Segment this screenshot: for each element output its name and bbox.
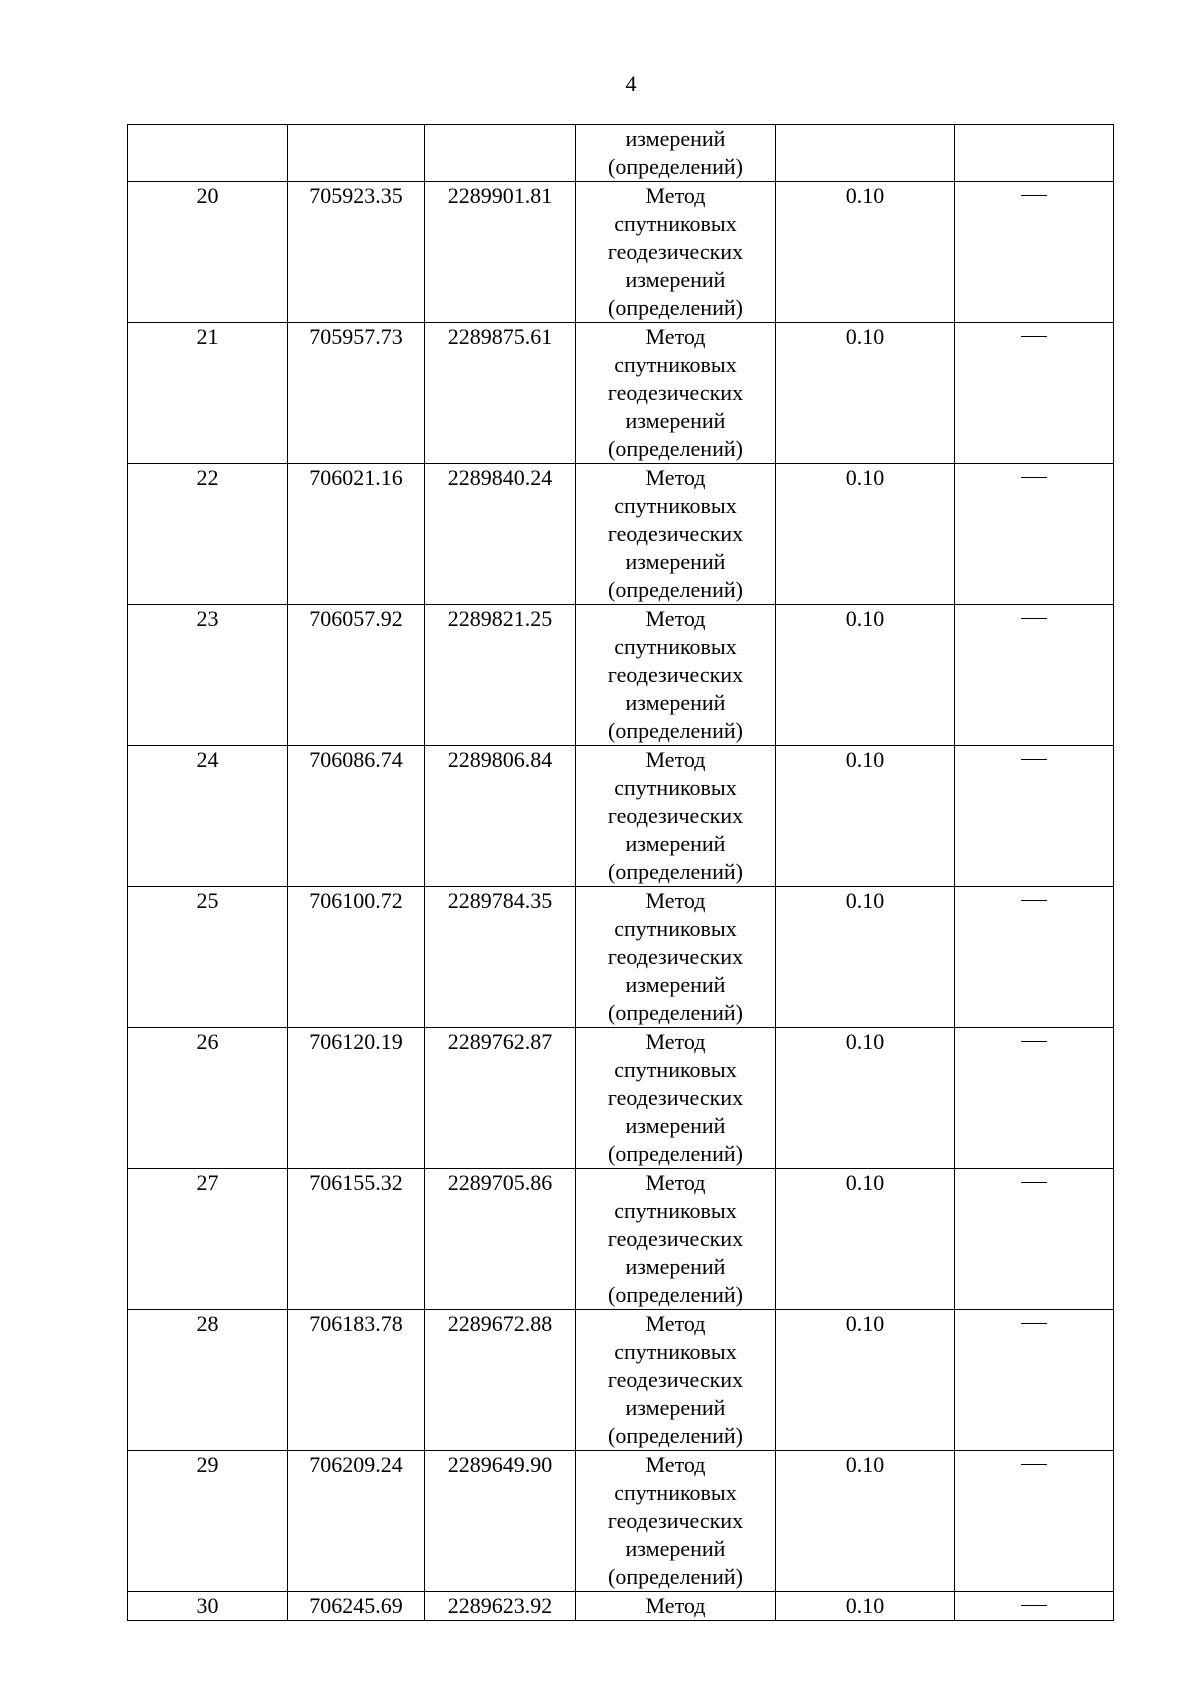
method-cell <box>576 746 776 887</box>
method-line: Метод <box>645 324 706 349</box>
x-coordinate-cell: 706100.72 <box>288 887 425 1028</box>
method-line: (определений) <box>608 718 743 743</box>
method-line: Метод <box>645 747 706 772</box>
method-line: геодезических <box>607 944 744 969</box>
x-coordinate-cell: 706183.78 <box>288 1310 425 1451</box>
method-line: измерений <box>625 831 726 856</box>
method-cell <box>576 1169 776 1310</box>
method-line: (определений) <box>608 577 743 602</box>
y-coordinate-cell: 2289875.61 <box>425 323 576 464</box>
method-line: спутниковых <box>614 211 737 236</box>
method-line: измерений <box>625 126 726 151</box>
method-cell <box>576 605 776 746</box>
accuracy-cell: 0.10 <box>776 1310 955 1451</box>
method-line: (определений) <box>608 1141 743 1166</box>
note-cell <box>955 1592 1114 1621</box>
table-row <box>128 887 1114 1028</box>
y-coordinate-cell: 2289762.87 <box>425 1028 576 1169</box>
point-number-cell: 23 <box>128 605 288 746</box>
method-line: измерений <box>625 1254 726 1279</box>
accuracy-cell: 0.10 <box>776 1028 955 1169</box>
accuracy-cell: 0.10 <box>776 323 955 464</box>
point-number-cell: 30 <box>128 1592 288 1621</box>
accuracy-cell: 0.10 <box>776 887 955 1028</box>
method-line: (определений) <box>608 295 743 320</box>
point-number-cell: 26 <box>128 1028 288 1169</box>
table-row <box>128 1028 1114 1169</box>
y-coordinate-cell: 2289806.84 <box>425 746 576 887</box>
point-number-cell: 21 <box>128 323 288 464</box>
x-coordinate-cell: 706021.16 <box>288 464 425 605</box>
method-line: спутниковых <box>614 493 737 518</box>
method-cell <box>576 323 776 464</box>
coordinates-table <box>127 124 1114 1621</box>
method-line: Метод <box>645 606 706 631</box>
method-line: спутниковых <box>614 916 737 941</box>
point-number-cell: 22 <box>128 464 288 605</box>
method-line: спутниковых <box>614 775 737 800</box>
table-row <box>128 1169 1114 1310</box>
method-line: Метод <box>645 1029 706 1054</box>
note-cell <box>955 182 1114 323</box>
method-line: геодезических <box>607 1085 744 1110</box>
accuracy-cell: 0.10 <box>776 605 955 746</box>
table-row <box>128 1451 1114 1592</box>
method-line: геодезических <box>607 803 744 828</box>
method-line: геодезических <box>607 1367 744 1392</box>
method-line: (определений) <box>608 1564 743 1589</box>
y-coordinate-cell: 2289672.88 <box>425 1310 576 1451</box>
page-number: 4 <box>625 71 637 96</box>
x-coordinate-cell: 706209.24 <box>288 1451 425 1592</box>
dash-mark <box>1021 618 1047 619</box>
dash-mark <box>1021 900 1047 901</box>
method-cell <box>576 1028 776 1169</box>
method-line: (определений) <box>608 859 743 884</box>
table-row <box>128 182 1114 323</box>
method-line: измерений <box>625 549 726 574</box>
table-row <box>128 323 1114 464</box>
table-row-continued <box>128 125 1114 182</box>
method-line: измерений <box>625 972 726 997</box>
dash-mark <box>1021 336 1047 337</box>
method-line: измерений <box>625 1536 726 1561</box>
method-line: геодезических <box>607 1508 744 1533</box>
accuracy-cell: 0.10 <box>776 1169 955 1310</box>
x-coordinate-cell: 705957.73 <box>288 323 425 464</box>
accuracy-cell: 0.10 <box>776 746 955 887</box>
x-coordinate-cell: 706086.74 <box>288 746 425 887</box>
y-coordinate-cell: 2289901.81 <box>425 182 576 323</box>
method-line: спутниковых <box>614 634 737 659</box>
dash-mark <box>1021 1605 1047 1606</box>
note-cell <box>955 605 1114 746</box>
method-line: измерений <box>625 267 726 292</box>
dash-mark <box>1021 1323 1047 1324</box>
point-number-cell: 24 <box>128 746 288 887</box>
table-row <box>128 746 1114 887</box>
method-line: (определений) <box>608 154 743 179</box>
y-coordinate-cell: 2289649.90 <box>425 1451 576 1592</box>
method-line: Метод <box>645 1452 706 1477</box>
y-coordinate-cell: 2289623.92 <box>425 1592 576 1621</box>
x-coordinate-cell: 706245.69 <box>288 1592 425 1621</box>
method-line: Метод <box>645 1311 706 1336</box>
dash-mark <box>1021 1041 1047 1042</box>
method-line: Метод <box>645 888 706 913</box>
accuracy-cell: 0.10 <box>776 1592 955 1621</box>
point-number-cell: 20 <box>128 182 288 323</box>
method-line: Метод <box>645 1593 706 1618</box>
x-coordinate-cell: 705923.35 <box>288 182 425 323</box>
dash-mark <box>1021 195 1047 196</box>
accuracy-cell: 0.10 <box>776 1451 955 1592</box>
method-cell <box>576 887 776 1028</box>
table-row <box>128 464 1114 605</box>
note-cell <box>955 1169 1114 1310</box>
dash-mark <box>1021 477 1047 478</box>
note-cell <box>955 323 1114 464</box>
method-line: измерений <box>625 408 726 433</box>
method-line: Метод <box>645 465 706 490</box>
method-line: спутниковых <box>614 1198 737 1223</box>
y-coordinate-cell: 2289705.86 <box>425 1169 576 1310</box>
method-line: геодезических <box>607 239 744 264</box>
method-cell <box>576 1592 776 1621</box>
note-cell <box>955 1310 1114 1451</box>
point-number-cell: 28 <box>128 1310 288 1451</box>
method-line: Метод <box>645 1170 706 1195</box>
point-number-cell: 27 <box>128 1169 288 1310</box>
method-line: измерений <box>625 1113 726 1138</box>
method-cell <box>576 1451 776 1592</box>
dash-mark <box>1021 759 1047 760</box>
method-line: геодезических <box>607 662 744 687</box>
method-line: (определений) <box>608 1282 743 1307</box>
method-cell <box>576 182 776 323</box>
accuracy-cell <box>776 125 955 182</box>
method-line: (определений) <box>608 436 743 461</box>
method-line: геодезических <box>607 521 744 546</box>
x-coordinate-cell: 706155.32 <box>288 1169 425 1310</box>
note-cell <box>955 1451 1114 1592</box>
method-line: Метод <box>645 183 706 208</box>
note-cell <box>955 746 1114 887</box>
method-line: (определений) <box>608 1423 743 1448</box>
dash-mark <box>1021 1464 1047 1465</box>
note-cell <box>955 1028 1114 1169</box>
point-cell <box>128 125 288 182</box>
method-line: геодезических <box>607 380 744 405</box>
note-cell <box>955 464 1114 605</box>
method-line: (определений) <box>608 1000 743 1025</box>
x-coordinate-cell: 706120.19 <box>288 1028 425 1169</box>
note-cell <box>955 125 1114 182</box>
method-line: измерений <box>625 1395 726 1420</box>
accuracy-cell: 0.10 <box>776 182 955 323</box>
method-line: геодезических <box>607 1226 744 1251</box>
method-cell <box>576 464 776 605</box>
x-coordinate-cell <box>288 125 425 182</box>
table-row <box>128 1592 1114 1621</box>
coordinates-table-body <box>128 125 1114 1621</box>
table-row <box>128 605 1114 746</box>
x-coordinate-cell: 706057.92 <box>288 605 425 746</box>
accuracy-cell: 0.10 <box>776 464 955 605</box>
dash-mark <box>1021 1182 1047 1183</box>
point-number-cell: 29 <box>128 1451 288 1592</box>
method-line: спутниковых <box>614 1057 737 1082</box>
method-line: спутниковых <box>614 1480 737 1505</box>
method-cell <box>576 1310 776 1451</box>
method-cell <box>576 125 776 182</box>
y-coordinate-cell <box>425 125 576 182</box>
note-cell <box>955 887 1114 1028</box>
point-number-cell: 25 <box>128 887 288 1028</box>
method-line: измерений <box>625 690 726 715</box>
y-coordinate-cell: 2289784.35 <box>425 887 576 1028</box>
y-coordinate-cell: 2289821.25 <box>425 605 576 746</box>
y-coordinate-cell: 2289840.24 <box>425 464 576 605</box>
method-line: спутниковых <box>614 352 737 377</box>
table-row <box>128 1310 1114 1451</box>
method-line: спутниковых <box>614 1339 737 1364</box>
